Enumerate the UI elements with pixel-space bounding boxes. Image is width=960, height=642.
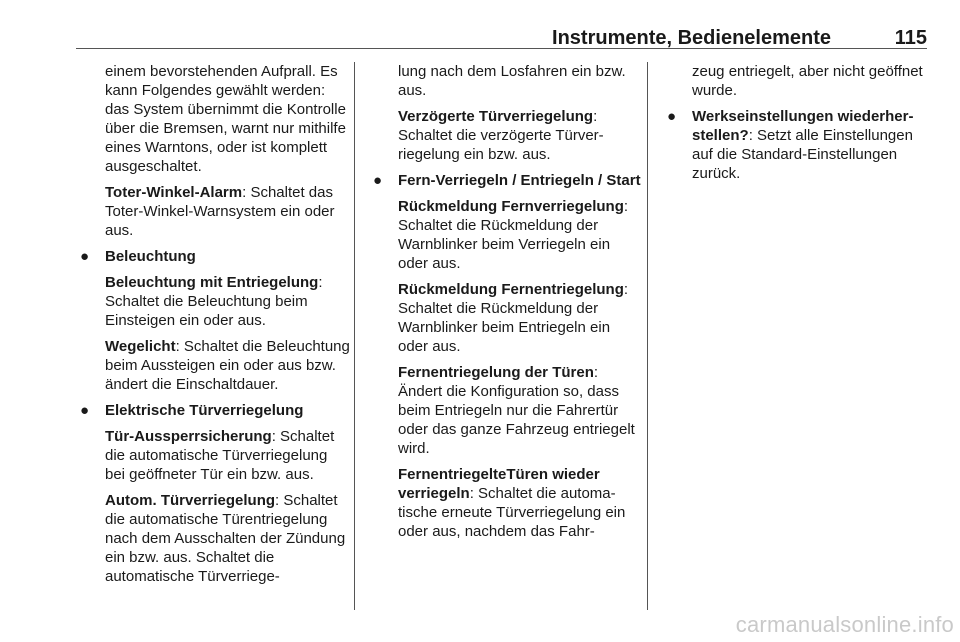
paragraph (398, 107, 643, 164)
term: Rückmeldung Fernentriegelung (398, 281, 624, 298)
paragraph (692, 107, 937, 183)
paragraph (105, 183, 350, 240)
paragraph (105, 491, 350, 586)
term: Rückmeldung Fernverriegelung (398, 198, 624, 215)
term-description: : Setzt alle Einstellungen auf die Standard-Einstellungen zurück. (692, 127, 913, 182)
bullet-heading: Beleuchtung (105, 248, 196, 265)
bullet-item (373, 171, 643, 541)
bullet-icon: ● (373, 172, 383, 189)
term: Verzögerte Türverriegelung (398, 108, 594, 125)
page-header (76, 28, 927, 49)
bullet-item (80, 401, 350, 586)
term-description: : Schaltet die Rückmeldung der Warnblinker beim Verriegeln ein oder aus. (398, 198, 629, 272)
paragraph (398, 197, 643, 273)
term-description: : Schaltet das Toter-Winkel-Warnsystem ein oder aus. (105, 184, 335, 239)
term: Beleuchtung mit Entriegelung (105, 274, 319, 291)
bullet-item (667, 107, 937, 183)
bullet-icon: ● (667, 108, 677, 125)
paragraph (398, 363, 643, 458)
term: Werkseinstellungen wiederherstellen? (692, 108, 914, 144)
term-description: : Schaltet die verzögerte Türverriegelung ein bzw. aus. (398, 108, 604, 163)
bullet-heading: Elektrische Türverriegelung (105, 402, 304, 419)
bullet-heading: Fern-Verriegeln / Entriegeln / Start (398, 172, 641, 189)
paragraph: einem bevorstehenden Aufprall. Es kann Folgendes gewählt werden: das System übernimmt die Kontrolle über die Bremsen, warnt nur mithilfe eines Warntons, oder ist komplett ausgeschaltet. (105, 63, 346, 175)
column-3 (667, 62, 937, 183)
bullet-item (80, 247, 350, 394)
page-title: Instrumente, Bedienelemente (552, 27, 831, 49)
paragraph: zeug entriegelt, aber nicht geöffnet wurde. (692, 63, 923, 99)
page-number: 115 (894, 27, 927, 49)
term-description: : Ändert die Konfiguration so, dass beim Entriegeln nur die Fahrertür oder das ganze Fahrzeug entriegelt wird. (398, 364, 635, 457)
term-description: : Schaltet die Rückmeldung der Warnblinker beim Entriegeln ein oder aus. (398, 281, 629, 355)
paragraph (105, 273, 350, 330)
bullet-icon: ● (80, 402, 90, 419)
term-description: : Schaltet die automatische Türverriegelung bei geöffneter Tür ein bzw. aus. (105, 428, 335, 483)
paragraph (105, 427, 350, 484)
watermark: carmanualsonline.info (735, 612, 954, 637)
paragraph (105, 337, 350, 394)
column-divider-2 (647, 62, 648, 610)
term: Toter-Winkel-Alarm (105, 184, 243, 201)
term-description: : Schaltet die automatische Türentriegelung nach dem Ausschalten der Zündung ein bzw. aus. Schaltet die automatische Türverriege- (105, 492, 346, 585)
term-description: : Schaltet die Beleuchtung beim Einsteigen ein oder aus. (105, 274, 323, 329)
paragraph (398, 465, 643, 541)
term: Tür-Aussperrsicherung (105, 428, 272, 445)
column-divider-1 (354, 62, 355, 610)
bullet-icon: ● (80, 248, 90, 265)
term: Wegelicht (105, 338, 176, 355)
paragraph: lung nach dem Losfahren ein bzw. aus. (398, 63, 626, 99)
term: Fernentriegelung der Türen (398, 364, 594, 381)
term-description: : Schaltet die Beleuchtung beim Aussteigen ein oder aus bzw. ändert die Einschaltdauer. (105, 338, 350, 393)
term: Autom. Türverriegelung (105, 492, 276, 509)
term: FernentriegelteTüren wieder verriegeln (398, 466, 600, 502)
paragraph (398, 280, 643, 356)
column-1 (80, 62, 350, 586)
column-2 (373, 62, 643, 541)
term-description: : Schaltet die automatische erneute Türverriegelung ein oder aus, nachdem das Fahr- (398, 485, 626, 540)
